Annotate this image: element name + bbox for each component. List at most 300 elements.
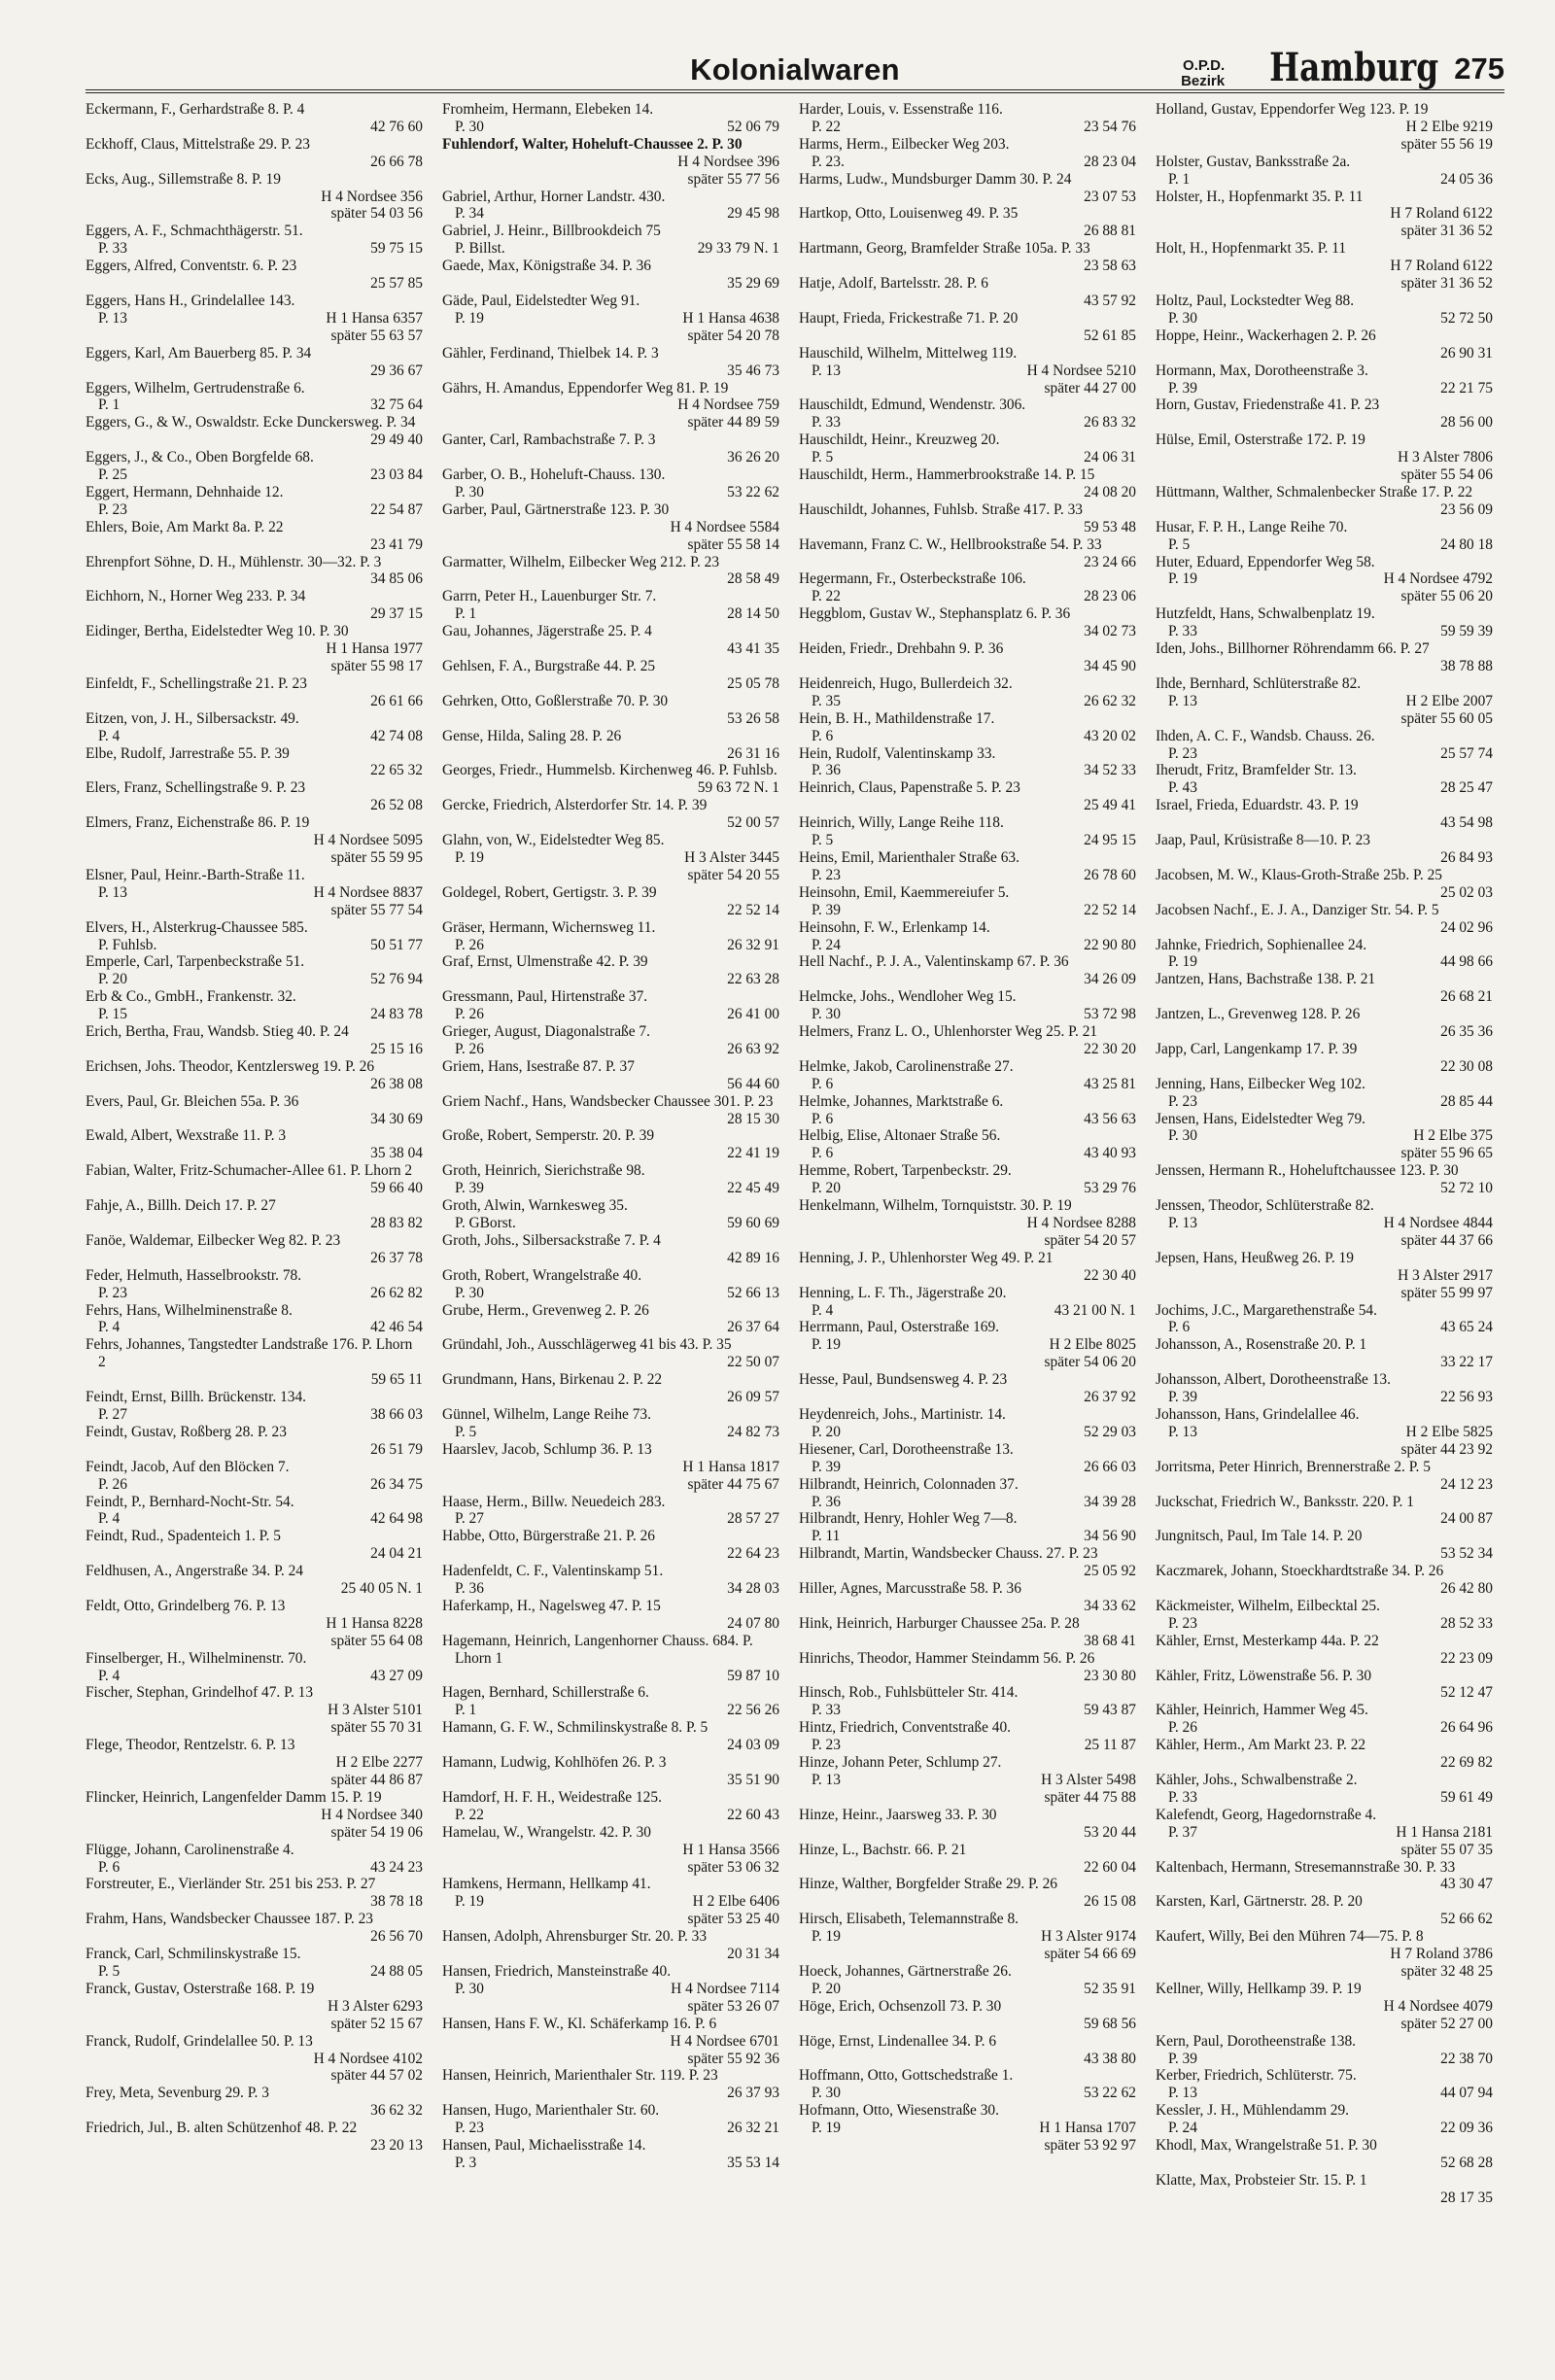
entry-name: Groth, Heinrich, Sierichstraße 98. <box>442 1162 645 1180</box>
entry-name: Hinze, Johann Peter, Schlump 27. <box>799 1754 1002 1772</box>
entry-address: P. 39 <box>812 901 841 918</box>
entry-address: P. 30 <box>455 483 484 500</box>
entry-detail-line <box>799 2085 1136 2102</box>
entry-phone: H 3 Alster 2917 <box>1398 1266 1493 1284</box>
entry-name: Hirsch, Elisabeth, Telemannstraße 8. <box>799 1911 1019 1928</box>
entry-address: P. 36 <box>455 1580 484 1598</box>
entry-phone: 52 72 10 <box>1440 1180 1493 1197</box>
directory-entry <box>1156 2102 1493 2137</box>
entry-detail-line <box>442 1580 779 1598</box>
entry-phone: 28 58 49 <box>727 570 779 588</box>
directory-entry <box>442 1197 779 1232</box>
entry-address: P. 26 <box>455 936 484 953</box>
entry-name: Grieger, August, Diagonalstraße 7. <box>442 1023 650 1041</box>
entry-name: Hauschild, Wilhelm, Mittelweg 119. <box>799 344 1018 362</box>
entry-phone: 23 20 13 <box>370 2137 423 2155</box>
entry-address: P. 39 <box>1168 2050 1197 2067</box>
entry-phone: 24 02 96 <box>1440 918 1493 936</box>
directory-entry <box>799 240 1136 275</box>
entry-address: P. GBorst. <box>455 1215 516 1231</box>
entry-phone: 35 46 73 <box>727 362 779 379</box>
entry-detail-line <box>1156 1319 1493 1336</box>
entry-phone: 22 30 40 <box>1084 1266 1136 1284</box>
directory-entry <box>799 675 1136 710</box>
entry-detail-line <box>442 1111 779 1128</box>
entry-detail-line <box>1156 2120 1493 2137</box>
entry-address: P. 26 <box>1168 1719 1197 1737</box>
entry-name: Jantzen, L., Grevenweg 128. P. 26 <box>1156 1006 1361 1023</box>
directory-entry <box>86 588 423 623</box>
entry-detail-line <box>442 640 779 658</box>
entry-later-phone: später 53 25 40 <box>687 1911 779 1928</box>
entry-name: Eggers, G., & W., Oswaldstr. Ecke Dunckersweg. P. 34 <box>86 414 416 431</box>
entry-name: Hormann, Max, Dorotheenstraße 3. <box>1156 362 1368 379</box>
entry-detail-line <box>442 1215 779 1232</box>
directory-entry <box>799 1058 1136 1093</box>
entry-name: Havemann, Franz C. W., Hellbrookstraße 54. P. 33 <box>799 535 1102 553</box>
entry-detail-line <box>799 1702 1136 1719</box>
entry-detail-line <box>1156 501 1493 519</box>
entry-name: Hinze, Heinr., Jaarsweg 33. P. 30 <box>799 1806 997 1823</box>
entry-address: P. 25 <box>98 466 127 484</box>
entry-phone: 28 52 33 <box>1440 1614 1493 1632</box>
entry-address: P. 33 <box>98 240 127 258</box>
directory-entry <box>1156 1494 1493 1529</box>
entry-detail-line <box>86 1668 423 1685</box>
entry-address: P. 13 <box>98 883 127 901</box>
entry-detail-line <box>86 431 423 449</box>
entry-later-phone: später 55 96 65 <box>1400 1145 1493 1162</box>
entry-name: Hintz, Friedrich, Conventstraße 40. <box>799 1719 1011 1737</box>
directory-entry <box>1156 1371 1493 1406</box>
directory-entry <box>442 1684 779 1719</box>
entry-address: P. 24 <box>812 936 841 953</box>
entry-phone: 44 07 94 <box>1440 2085 1493 2102</box>
entry-detail-line <box>86 1406 423 1424</box>
entry-detail-line <box>799 223 1136 240</box>
entry-detail-line <box>86 832 423 849</box>
entry-detail-line <box>799 1772 1136 1789</box>
entry-detail-line <box>86 2102 423 2120</box>
entry-name: Juckschat, Friedrich W., Banksstr. 220. P. 1 <box>1156 1493 1414 1510</box>
entry-detail-line <box>86 1545 423 1563</box>
entry-detail-line <box>1156 1824 1493 1842</box>
entry-detail-line <box>1156 1580 1493 1598</box>
entry-later-phone: später 55 98 17 <box>330 658 423 674</box>
entry-name: Gercke, Friedrich, Alsterdorfer Str. 14. P. 39 <box>442 797 708 814</box>
directory-entry <box>799 1842 1136 1877</box>
entry-detail-line <box>86 605 423 623</box>
directory-entry <box>1156 1302 1493 1337</box>
directory-entry <box>86 258 423 293</box>
directory-entry <box>86 1162 423 1197</box>
entry-address: P. 4 <box>98 1319 121 1336</box>
directory-entry <box>86 2085 423 2120</box>
entry-phone: 26 37 64 <box>727 1319 779 1336</box>
entry-address: P. 5 <box>455 1423 477 1440</box>
entry-address: P. 1 <box>455 1702 477 1719</box>
entry-phone: 24 07 80 <box>727 1614 779 1632</box>
entry-phone: H 1 Hansa 3566 <box>682 1841 779 1858</box>
entry-detail-line <box>442 710 779 728</box>
entry-address: P. 23 <box>98 500 127 518</box>
directory-entry <box>86 223 423 258</box>
entry-detail-line <box>442 154 779 171</box>
directory-entry <box>1156 1633 1493 1668</box>
entry-detail-line <box>86 501 423 519</box>
directory-entry <box>799 745 1136 780</box>
entry-phone: 26 64 96 <box>1440 1719 1493 1737</box>
directory-entry <box>799 953 1136 988</box>
entry-phone: 52 66 62 <box>1440 1911 1493 1928</box>
entry-detail-line <box>442 240 779 258</box>
entry-name: Huter, Eduard, Eppendorfer Weg 58. <box>1156 553 1375 570</box>
entry-phone: 22 52 14 <box>727 901 779 918</box>
directory-entry <box>442 1876 779 1928</box>
entry-name: Ecks, Aug., Sillemstraße 8. P. 19 <box>86 170 281 188</box>
entry-detail-line <box>1156 1789 1493 1807</box>
directory-entry <box>442 1127 779 1162</box>
entry-detail-line <box>799 1459 1136 1476</box>
directory-entry <box>799 570 1136 605</box>
directory-entry <box>1156 1928 1493 1981</box>
entry-detail-line <box>1156 1424 1493 1441</box>
entry-phone: 34 02 73 <box>1084 623 1136 640</box>
directory-entry <box>1156 554 1493 606</box>
entry-name: Israel, Frieda, Eduardstr. 43. P. 19 <box>1156 797 1359 814</box>
entry-detail-line <box>799 1824 1136 1842</box>
entry-phone: 42 64 98 <box>370 1510 423 1528</box>
entry-phone: H 7 Roland 6122 <box>1390 258 1493 275</box>
directory-entry <box>442 588 779 623</box>
entry-phone: 28 15 30 <box>727 1110 779 1127</box>
directory-entry <box>799 310 1136 345</box>
entry-detail-line <box>442 1946 779 1963</box>
entry-phone: H 4 Nordsee 4792 <box>1383 570 1493 588</box>
entry-name: Fehrs, Hans, Wilhelminenstraße 8. <box>86 1301 293 1319</box>
entry-phone: 22 90 80 <box>1084 936 1136 953</box>
entry-name: Gau, Johannes, Jägerstraße 25. P. 4 <box>442 623 652 640</box>
entry-address: P. 43 <box>1168 779 1197 797</box>
entry-detail-line <box>799 449 1136 466</box>
entry-address: P. 22 <box>455 1806 484 1823</box>
directory-entry <box>442 1633 779 1685</box>
entry-name: Emperle, Carl, Tarpenbeckstraße 51. <box>86 953 305 971</box>
entry-phone: H 4 Nordsee 4079 <box>1383 1997 1493 2015</box>
directory-entry <box>1156 1197 1493 1250</box>
entry-phone: 24 00 87 <box>1440 1510 1493 1528</box>
directory-entry <box>442 1789 779 1824</box>
entry-detail-line <box>1156 1354 1493 1371</box>
entry-address: P. 13 <box>1168 692 1197 709</box>
directory-entry <box>1156 2137 1493 2172</box>
entry-name: Heinsohn, F. W., Erlenkamp 14. <box>799 918 990 936</box>
entry-address: P. 13 <box>1168 1215 1197 1231</box>
directory-entry <box>799 1911 1136 1963</box>
entry-name: Franck, Carl, Schmilinskystraße 15. <box>86 1946 301 1963</box>
directory-entry <box>442 101 779 136</box>
header-right <box>1181 47 1504 89</box>
directory-entry <box>1156 832 1493 867</box>
directory-entry <box>1156 675 1493 728</box>
entry-detail-line <box>1156 536 1493 554</box>
entry-detail-line <box>86 1006 423 1023</box>
directory-entry <box>86 988 423 1023</box>
entry-detail-line <box>799 1389 1136 1406</box>
entry-phone: 26 41 00 <box>727 1006 779 1023</box>
entry-phone: H 1 Hansa 1817 <box>682 1458 779 1475</box>
entry-phone: 59 87 10 <box>727 1667 779 1684</box>
entry-detail-line <box>1156 1946 1493 1963</box>
entry-name: Harms, Herm., Eilbecker Weg 203. <box>799 135 1010 153</box>
entry-name: Garrn, Peter H., Lauenburger Str. 7. <box>442 588 657 605</box>
entry-name: Eichhorn, N., Horner Weg 233. P. 34 <box>86 588 306 605</box>
directory-entry <box>86 1389 423 1424</box>
entry-address: P. 22 <box>812 118 841 135</box>
entry-name: Heinsohn, Emil, Kaemmereiufer 5. <box>799 883 1010 901</box>
entry-phone: 25 02 03 <box>1440 883 1493 901</box>
entry-name: Gabriel, J. Heinr., Billbrookdeich 75 <box>442 223 661 240</box>
entry-address: P. 36 <box>812 762 841 779</box>
entry-phone: H 2 Elbe 375 <box>1413 1127 1493 1145</box>
entry-address: P. 30 <box>455 1284 484 1301</box>
entry-later-phone: später 54 20 55 <box>687 866 779 883</box>
entry-address: P. 26 <box>455 1040 484 1057</box>
entry-phone: 26 63 92 <box>727 1040 779 1057</box>
entry-address: P. 23. <box>812 153 845 170</box>
entry-name: Hiller, Agnes, Marcusstraße 58. P. 36 <box>799 1580 1021 1598</box>
entry-name: Johansson, A., Rosenstraße 20. P. 1 <box>1156 1336 1367 1354</box>
entry-name: Jacobsen Nachf., E. J. A., Danziger Str. 54. P. 5 <box>1156 901 1439 918</box>
entry-name: Kern, Paul, Dorotheenstraße 138. <box>1156 2032 1357 2050</box>
entry-address: P. 27 <box>455 1510 484 1528</box>
entry-name: Einfeldt, F., Schellingstraße 21. P. 23 <box>86 674 307 692</box>
entry-name: Haupt, Frieda, Frickestraße 71. P. 20 <box>799 309 1019 327</box>
entry-name: Jenning, Hans, Eilbecker Weg 102. <box>1156 1075 1366 1092</box>
entry-phone: 26 88 81 <box>1084 223 1136 240</box>
entry-detail-line <box>86 1928 423 1946</box>
entry-name: Eggers, Hans H., Grindelallee 143. <box>86 292 295 309</box>
entry-phone: 26 52 08 <box>370 797 423 814</box>
entry-detail-line <box>799 1859 1136 1877</box>
entry-phone: 26 83 32 <box>1084 414 1136 431</box>
directory-entry <box>86 519 423 554</box>
entry-later-phone: später 55 92 36 <box>687 2050 779 2067</box>
entry-detail-line <box>799 328 1136 345</box>
entry-name: Elsner, Paul, Heinr.-Barth-Straße 11. <box>86 866 305 883</box>
entry-phone: 29 49 40 <box>370 431 423 449</box>
entry-phone: 25 57 85 <box>370 275 423 293</box>
entry-address: P. 5 <box>1168 535 1191 553</box>
entry-phone: 22 30 20 <box>1084 1040 1136 1057</box>
entry-detail-line <box>1156 310 1493 328</box>
entry-name: Hansen, Adolph, Ahrensburger Str. 20. P. 33 <box>442 1928 708 1946</box>
entry-phone: 22 41 19 <box>727 1145 779 1162</box>
entry-address: P. 19 <box>1168 953 1197 971</box>
directory-entry <box>442 1563 779 1598</box>
entry-address: P. 39 <box>455 1180 484 1197</box>
entry-phone: H 4 Nordsee 5584 <box>670 518 779 535</box>
entry-phone: 52 61 85 <box>1084 327 1136 344</box>
directory-entry <box>1156 154 1493 189</box>
entry-phone: 26 32 21 <box>727 2120 779 2137</box>
directory-entry <box>442 728 779 763</box>
entry-phone: 26 38 08 <box>370 1075 423 1092</box>
entry-name: Gehlsen, F. A., Burgstraße 44. P. 25 <box>442 658 656 674</box>
entry-phone: H 4 Nordsee 340 <box>321 1806 423 1823</box>
entry-name: Heggblom, Gustav W., Stephansplatz 6. P. 36 <box>799 605 1071 623</box>
entry-detail-line <box>799 1981 1136 1998</box>
entry-detail-line <box>799 1668 1136 1685</box>
entry-name: Hamann, Ludwig, Kohlhöfen 26. P. 3 <box>442 1754 667 1772</box>
entry-detail-line <box>86 2137 423 2155</box>
entry-phone: 59 66 40 <box>370 1180 423 1197</box>
entry-detail-line <box>442 1893 779 1911</box>
entry-name: Haferkamp, H., Nagelsweg 47. P. 15 <box>442 1597 661 1614</box>
entry-detail-line <box>86 154 423 171</box>
entry-detail-line <box>442 779 779 797</box>
entry-phone: 43 65 24 <box>1440 1319 1493 1336</box>
directory-entry <box>442 1336 779 1371</box>
entry-phone: H 1 Hansa 1977 <box>326 640 423 658</box>
entry-name: Hatje, Adolf, Bartelsstr. 28. P. 6 <box>799 275 988 293</box>
directory-entry <box>442 223 779 258</box>
entry-phone: H 2 Elbe 6406 <box>692 1893 779 1911</box>
entry-detail-line <box>86 1754 423 1772</box>
entry-detail-line <box>86 762 423 779</box>
entry-name: Finselberger, H., Wilhelminenstr. 70. <box>86 1649 307 1667</box>
entry-phone: H 4 Nordsee 4102 <box>313 2050 423 2067</box>
directory-entry <box>442 501 779 554</box>
entry-name: Hinze, Walther, Borgfelder Straße 29. P. 26 <box>799 1876 1057 1893</box>
directory-entry <box>86 101 423 136</box>
entry-later-phone: später 55 54 06 <box>1400 466 1493 484</box>
entry-phone: H 3 Alster 5101 <box>328 1702 423 1719</box>
entry-detail-line <box>799 1076 1136 1093</box>
directory-entry <box>799 1093 1136 1128</box>
entry-detail-line <box>86 1893 423 1911</box>
entry-phone: 59 63 72 N. 1 <box>697 779 779 797</box>
entry-address: P. 30 <box>1168 309 1197 327</box>
entry-name: Harms, Ludw., Mundsburger Damm 30. P. 24 <box>799 170 1072 188</box>
entry-name: Hutzfeldt, Hans, Schwalbenplatz 19. <box>1156 605 1375 623</box>
entry-later-phone: später 44 75 67 <box>687 1475 779 1493</box>
entry-detail-line <box>1156 919 1493 937</box>
column-2 <box>434 101 791 2207</box>
entry-phone: 23 24 66 <box>1084 553 1136 570</box>
entry-phone: 23 30 80 <box>1084 1667 1136 1684</box>
entry-detail-line <box>442 1076 779 1093</box>
entry-address: P. 34 <box>455 205 484 223</box>
entry-name: Gaede, Max, Königstraße 34. P. 36 <box>442 258 652 275</box>
directory-entry <box>799 1319 1136 1371</box>
entry-phone: 24 03 09 <box>727 1737 779 1754</box>
entry-detail-line <box>442 1424 779 1441</box>
entry-detail-line <box>799 2016 1136 2033</box>
entry-name: Kähler, Herm., Am Markt 23. P. 22 <box>1156 1737 1366 1754</box>
entry-phone: 38 78 18 <box>370 1893 423 1911</box>
entry-detail-line <box>86 362 423 380</box>
entry-name: Elvers, H., Alsterkrug-Chaussee 585. <box>86 918 308 936</box>
entry-phone: H 4 Nordsee 8288 <box>1026 1215 1136 1231</box>
entry-detail-line <box>86 1998 423 2016</box>
entry-name: Griem Nachf., Hans, Wandsbecker Chaussee 301. P. 23 <box>442 1092 774 1110</box>
directory-entry <box>86 1842 423 1877</box>
entry-detail-line <box>86 1041 423 1058</box>
directory-entry <box>86 1232 423 1267</box>
entry-phone: 24 08 20 <box>1084 483 1136 500</box>
entry-detail-line <box>1156 449 1493 466</box>
entry-phone: H 2 Elbe 2277 <box>335 1754 423 1772</box>
entry-name: Heydenreich, Johs., Martinistr. 14. <box>799 1405 1006 1423</box>
entry-name: Käckmeister, Wilhelm, Eilbecktal 25. <box>1156 1597 1380 1614</box>
entry-later-phone: später 54 20 57 <box>1044 1231 1136 1249</box>
entry-detail-line <box>442 2120 779 2137</box>
entry-phone: 59 59 39 <box>1440 623 1493 640</box>
entry-phone: 26 37 92 <box>1084 1389 1136 1406</box>
directory-entry <box>799 275 1136 310</box>
entry-detail-line <box>799 623 1136 640</box>
entry-detail-line <box>86 275 423 293</box>
entry-later-phone: später 54 06 20 <box>1044 1354 1136 1371</box>
entry-address: P. 20 <box>98 971 127 988</box>
entry-name: Eckhoff, Claus, Mittelstraße 29. P. 23 <box>86 135 310 153</box>
directory-entry <box>799 397 1136 431</box>
entry-name: Husar, F. P. H., Lange Reihe 70. <box>1156 518 1348 535</box>
directory-entry <box>442 1371 779 1406</box>
directory-entry <box>442 832 779 884</box>
directory-entry <box>442 1494 779 1529</box>
directory-entry <box>799 136 1136 171</box>
entry-name: Jungnitsch, Paul, Im Tale 14. P. 20 <box>1156 1528 1363 1545</box>
entry-name: Garber, Paul, Gärtnerstraße 123. P. 30 <box>442 500 670 518</box>
entry-phone: 38 68 41 <box>1084 1632 1136 1649</box>
entry-detail-line <box>799 1267 1136 1285</box>
entry-phone: 38 66 03 <box>370 1405 423 1423</box>
directory-entry <box>799 988 1136 1023</box>
directory-entry <box>1156 1459 1493 1494</box>
entry-address: P. 4 <box>98 1510 121 1528</box>
entry-address: P. 4 <box>98 727 121 744</box>
entry-detail-line <box>799 762 1136 779</box>
directory-entry <box>1156 397 1493 431</box>
directory-entry <box>442 1058 779 1093</box>
directory-entry <box>86 136 423 171</box>
entry-detail-line <box>442 362 779 380</box>
entry-phone: 52 72 50 <box>1440 309 1493 327</box>
directory-entry <box>799 1441 1136 1476</box>
entry-detail-line <box>86 1807 423 1824</box>
entry-phone: H 4 Nordsee 759 <box>677 397 779 414</box>
entry-name: Grube, Herm., Grevenweg 2. P. 26 <box>442 1301 649 1319</box>
entry-detail-line <box>799 1111 1136 1128</box>
entry-name: Kessler, J. H., Mühlendamm 29. <box>1156 2102 1350 2120</box>
directory-entry <box>442 762 779 797</box>
entry-phone: H 4 Nordsee 4844 <box>1383 1215 1493 1231</box>
directory-entry <box>799 2067 1136 2102</box>
entry-phone: 35 53 14 <box>727 2154 779 2171</box>
entry-phone: 22 60 43 <box>727 1806 779 1823</box>
entry-phone: 34 39 28 <box>1084 1493 1136 1510</box>
directory-entry <box>1156 328 1493 362</box>
directory-entry <box>86 1459 423 1494</box>
entry-phone: H 3 Alster 5498 <box>1041 1772 1136 1788</box>
header-rule <box>86 89 1504 93</box>
directory-entry <box>1156 728 1493 763</box>
entry-detail-line <box>1156 2190 1493 2207</box>
entry-detail-line <box>442 1981 779 1998</box>
directory-entry <box>86 1981 423 2033</box>
